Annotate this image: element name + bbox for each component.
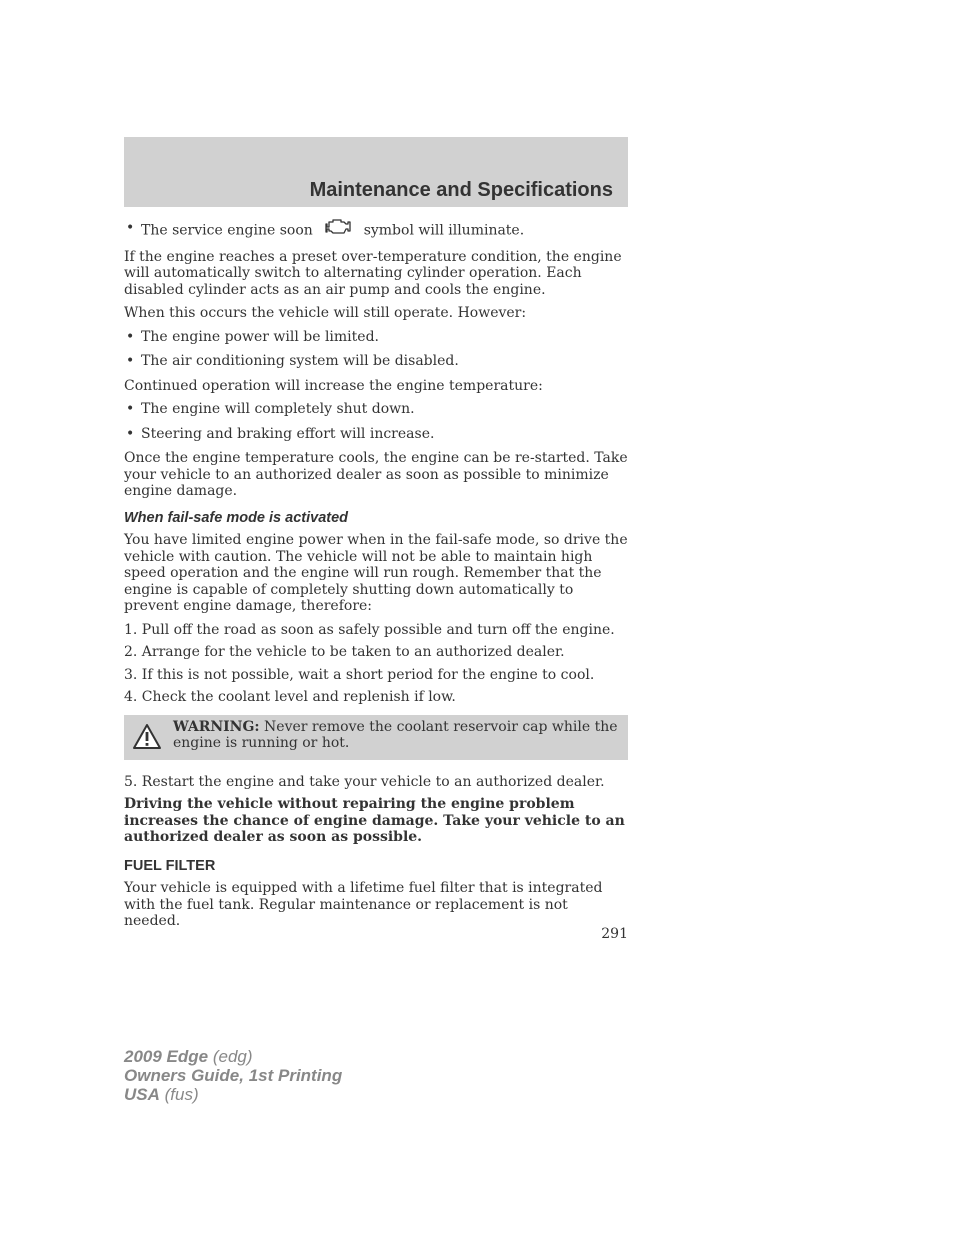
section-title: Maintenance and Specifications bbox=[309, 179, 613, 201]
heading-fuel-filter: FUEL FILTER bbox=[124, 857, 216, 874]
section-header-band bbox=[124, 137, 628, 207]
footer-model: 2009 Edge bbox=[124, 1047, 209, 1066]
footer-edition bbox=[124, 1047, 342, 1104]
list-item bbox=[124, 426, 628, 443]
step-item: 2. Arrange for the vehicle to be taken to an authorized dealer. bbox=[124, 644, 565, 660]
footer-model-code: (edg) bbox=[208, 1047, 253, 1066]
list-item bbox=[124, 329, 628, 346]
list-item-text: The engine power will be limited. bbox=[141, 328, 379, 345]
footer-line-1 bbox=[124, 1047, 342, 1066]
list-item-text: Steering and braking effort will increase. bbox=[141, 425, 435, 442]
footer-market-code: (fus) bbox=[159, 1085, 199, 1104]
bold-notice: Driving the vehicle without repairing the engine problem increases the chance of engine damage. Take your vehicle to an authorized dealer as soon as possible. bbox=[124, 796, 625, 845]
list-item bbox=[124, 353, 628, 370]
bullet-dot: • bbox=[126, 425, 135, 442]
warning-message: Never remove the coolant reservoir cap while the engine is running or hot. bbox=[173, 718, 618, 751]
page-number: 291 bbox=[601, 926, 628, 942]
footer-line-3 bbox=[124, 1085, 342, 1104]
paragraph-fuel-filter: Your vehicle is equipped with a lifetime fuel filter that is integrated with the fuel tank. Regular maintenance or replacement is not needed. bbox=[124, 880, 603, 929]
page-content bbox=[124, 220, 628, 937]
footer-market: USA bbox=[124, 1085, 160, 1104]
step-item: 3. If this is not possible, wait a short period for the engine to cool. bbox=[124, 666, 595, 683]
bullet-dot: • bbox=[126, 353, 135, 369]
footer-guide: Owners Guide, 1st Printing bbox=[124, 1066, 343, 1085]
paragraph-cools: Once the engine temperature cools, the engine can be re-started. Take your vehicle to an authorized dealer as soon as possible to minimize engine damage. bbox=[124, 450, 628, 499]
bullet-dot: • bbox=[126, 220, 135, 236]
bullet-dot: • bbox=[126, 328, 135, 345]
paragraph-failsafe: You have limited engine power when in the fail-safe mode, so drive the vehicle with caution. The vehicle will not be able to maintain high speed operation and the engine will run rough. Remember that the engine is capable of completely shutting down automatically to prevent engine damage, therefore: bbox=[124, 532, 628, 614]
check-engine-icon bbox=[323, 216, 353, 241]
bullet-service-text-after: symbol will illuminate. bbox=[363, 222, 525, 239]
bullet-dot: • bbox=[126, 401, 135, 417]
bullet-service-engine bbox=[124, 220, 628, 241]
list-item-text: The air conditioning system will be disabled. bbox=[141, 353, 459, 369]
paragraph-still-operate: When this occurs the vehicle will still operate. However: bbox=[124, 305, 527, 321]
list-item-text: The engine will completely shut down. bbox=[141, 401, 415, 417]
subheading-failsafe: When fail-safe mode is activated bbox=[124, 509, 349, 526]
warning-label: WARNING: bbox=[173, 718, 260, 735]
bullet-service-text-before: The service engine soon bbox=[141, 222, 313, 239]
warning-box bbox=[124, 715, 628, 760]
footer-line-2 bbox=[124, 1066, 342, 1085]
warning-text bbox=[173, 719, 620, 752]
step-item: 1. Pull off the road as soon as safely possible and turn off the engine. bbox=[124, 621, 615, 638]
step-item: 5. Restart the engine and take your vehicle to an authorized dealer. bbox=[124, 773, 605, 790]
list-item bbox=[124, 401, 628, 418]
paragraph-overtemp: If the engine reaches a preset over-temperature condition, the engine will automatically switch to alternating cylinder operation. Each disabled cylinder acts as an air pump and cools the engine. bbox=[124, 248, 622, 298]
step-item: 4. Check the coolant level and replenish if low. bbox=[124, 689, 456, 705]
paragraph-continued: Continued operation will increase the engine temperature: bbox=[124, 377, 543, 394]
warning-triangle-icon bbox=[132, 723, 162, 755]
